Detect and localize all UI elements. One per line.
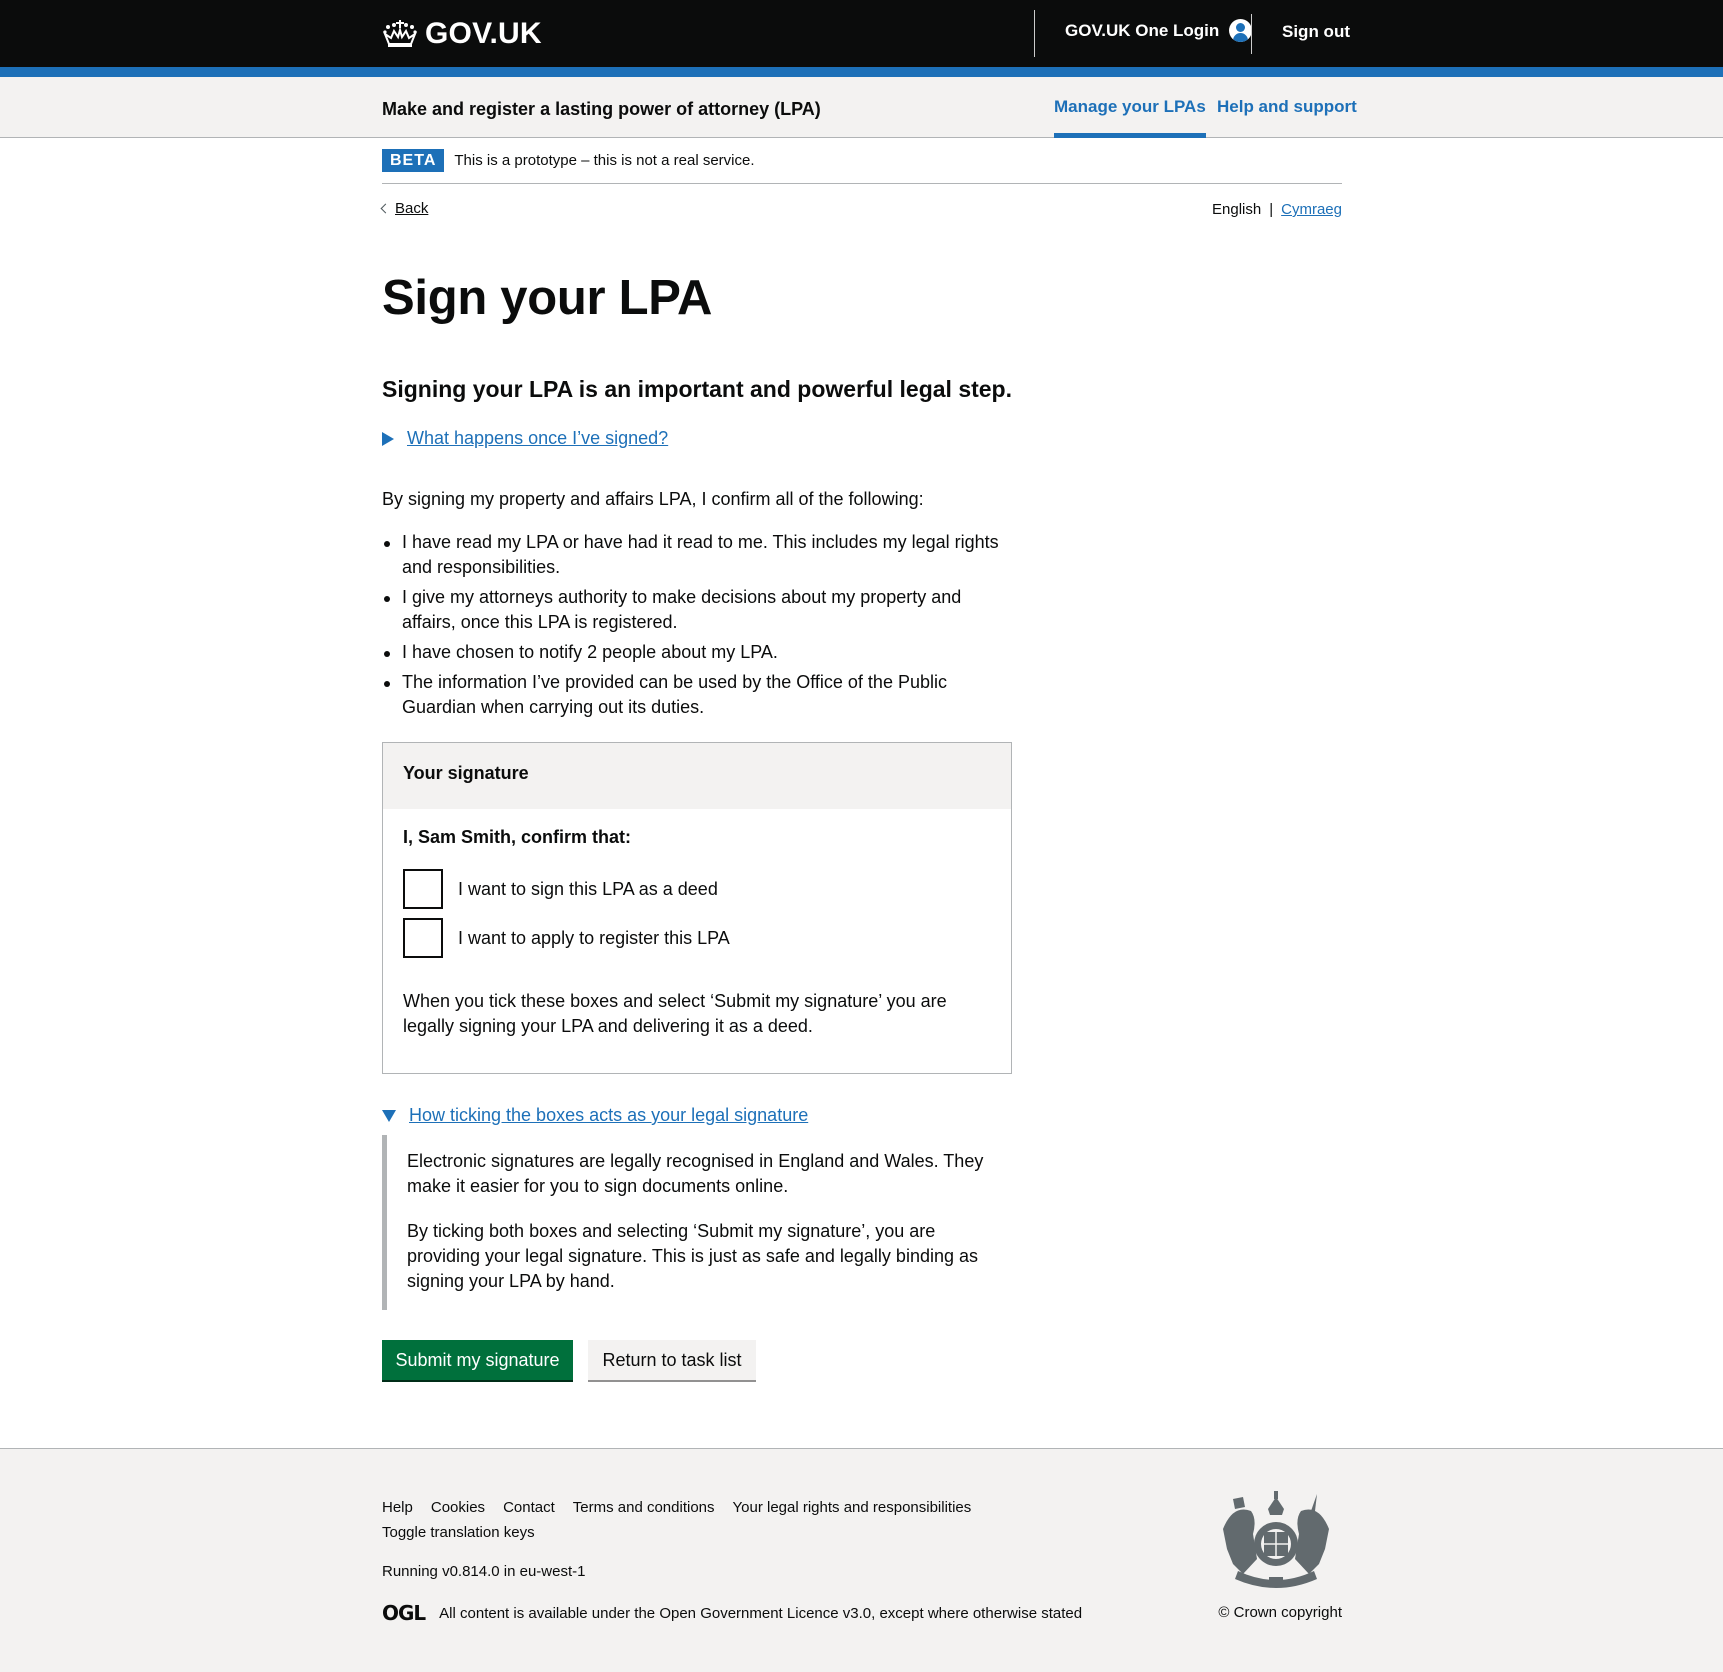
details-legal-signature-summary[interactable]: How ticking the boxes acts as your legal signature <box>409 1105 809 1125</box>
details-legal-signature-content <box>382 1135 1012 1310</box>
version-info <box>382 1563 585 1580</box>
licence-info <box>382 1601 1082 1625</box>
header-blue-bar <box>0 67 1723 77</box>
checkbox-input[interactable] <box>403 869 443 909</box>
checkbox-label: I want to apply to register this LPA <box>458 927 730 948</box>
footer-toggle-row <box>382 1524 535 1541</box>
confirmation-list <box>382 530 1002 725</box>
list-item: The information I’ve provided can be used by the Office of the Public Guardian when carrying out its duties. <box>382 670 1002 720</box>
details-legal-signature[interactable] <box>382 1105 808 1126</box>
checkbox-input[interactable] <box>403 918 443 958</box>
service-navigation <box>0 77 1723 138</box>
caret-right-icon <box>382 432 394 446</box>
details-what-happens-summary[interactable]: What happens once I’ve signed? <box>407 428 669 448</box>
govuk-header <box>0 0 1723 67</box>
back-link[interactable] <box>382 200 428 217</box>
licence-suffix: , except where otherwise stated <box>871 1604 1083 1622</box>
caret-down-icon <box>382 1110 396 1122</box>
one-login-label: GOV.UK One Login <box>1065 20 1220 40</box>
details-paragraph: By ticking both boxes and selecting ‘Submit my signature’, you are providing your legal signature. This is just as safe and legally binding as signing your LPA by hand. <box>407 1221 978 1291</box>
language-cymraeg-link[interactable]: Cymraeg <box>1281 201 1342 218</box>
list-item: I have read my LPA or have had it read to me. This includes my legal rights and responsibilities. <box>382 530 1002 580</box>
service-name: Make and register a lasting power of attorney (LPA) <box>382 99 821 119</box>
version-link[interactable]: v0.814.0 <box>442 1563 500 1580</box>
user-account-icon <box>1229 19 1252 42</box>
language-separator: | <box>1269 201 1274 218</box>
language-english: English <box>1212 201 1262 218</box>
footer <box>0 1448 1723 1672</box>
checkbox-apply-to-register[interactable] <box>403 918 730 958</box>
page-title: Sign your LPA <box>382 271 713 325</box>
footer-link-help[interactable]: Help <box>382 1499 413 1516</box>
intro-text: By signing my property and affairs LPA, I confirm all of the following: <box>382 489 924 509</box>
royal-coat-of-arms-icon <box>1213 1489 1339 1594</box>
nav-help-and-support[interactable]: Help and support <box>1217 97 1357 116</box>
lead-heading: Signing your LPA is an important and powerful legal step. <box>382 376 1012 402</box>
signature-panel <box>382 742 1012 1074</box>
return-to-task-list-button[interactable]: Return to task list <box>588 1340 756 1380</box>
phase-banner-text: This is a prototype – this is not a real service. <box>454 152 755 169</box>
footer-links <box>382 1499 971 1516</box>
ogl-logo-icon: OGL <box>382 1601 426 1625</box>
language-switcher <box>1212 201 1342 218</box>
beta-tag: BETA <box>382 149 444 172</box>
govuk-logotype: GOV.UK <box>425 17 542 50</box>
licence-prefix: All content is available under the <box>439 1604 656 1622</box>
submit-signature-button[interactable]: Submit my signature <box>382 1340 573 1380</box>
list-item: I have chosen to notify 2 people about my LPA. <box>382 640 1002 665</box>
footer-link-cookies[interactable]: Cookies <box>430 1499 486 1516</box>
footer-link-legal-rights[interactable]: Your legal rights and responsibilities <box>732 1499 972 1516</box>
signature-note: When you tick these boxes and select ‘Submit my signature’ you are legally signing your LPA and delivering it as a deed. <box>403 991 947 1036</box>
details-what-happens[interactable] <box>382 428 668 449</box>
crown-copyright-link[interactable]: © Crown copyright <box>1218 1604 1342 1621</box>
nav-manage-lpas[interactable]: Manage your LPAs <box>1054 97 1206 116</box>
signature-legend: I, Sam Smith, confirm that: <box>403 827 632 847</box>
toggle-translation-keys-link[interactable]: Toggle translation keys <box>382 1524 535 1541</box>
footer-link-terms[interactable]: Terms and conditions <box>572 1499 715 1516</box>
header-divider <box>1251 14 1252 54</box>
header-divider <box>1034 10 1035 57</box>
sign-out-link[interactable]: Sign out <box>1282 22 1350 41</box>
details-paragraph: Electronic signatures are legally recognised in England and Wales. They make it easier for you to sign documents online. <box>407 1151 984 1196</box>
running-suffix: in eu-west-1 <box>503 1563 586 1580</box>
back-link-label: Back <box>395 200 429 217</box>
chevron-left-icon <box>381 204 391 214</box>
footer-link-contact[interactable]: Contact <box>503 1499 555 1516</box>
ogl-licence-link[interactable]: Open Government Licence v3.0 <box>659 1604 872 1622</box>
phase-banner <box>382 138 1342 184</box>
govuk-logo-link[interactable] <box>382 17 542 51</box>
crown-icon <box>382 19 418 49</box>
one-login-link[interactable] <box>1065 19 1252 42</box>
running-prefix: Running <box>382 1563 438 1580</box>
checkbox-label: I want to sign this LPA as a deed <box>458 878 718 899</box>
checkbox-sign-as-deed[interactable] <box>403 869 718 909</box>
list-item: I give my attorneys authority to make decisions about my property and affairs, once this LPA is registered. <box>382 585 1002 635</box>
signature-panel-heading: Your signature <box>383 743 1011 809</box>
